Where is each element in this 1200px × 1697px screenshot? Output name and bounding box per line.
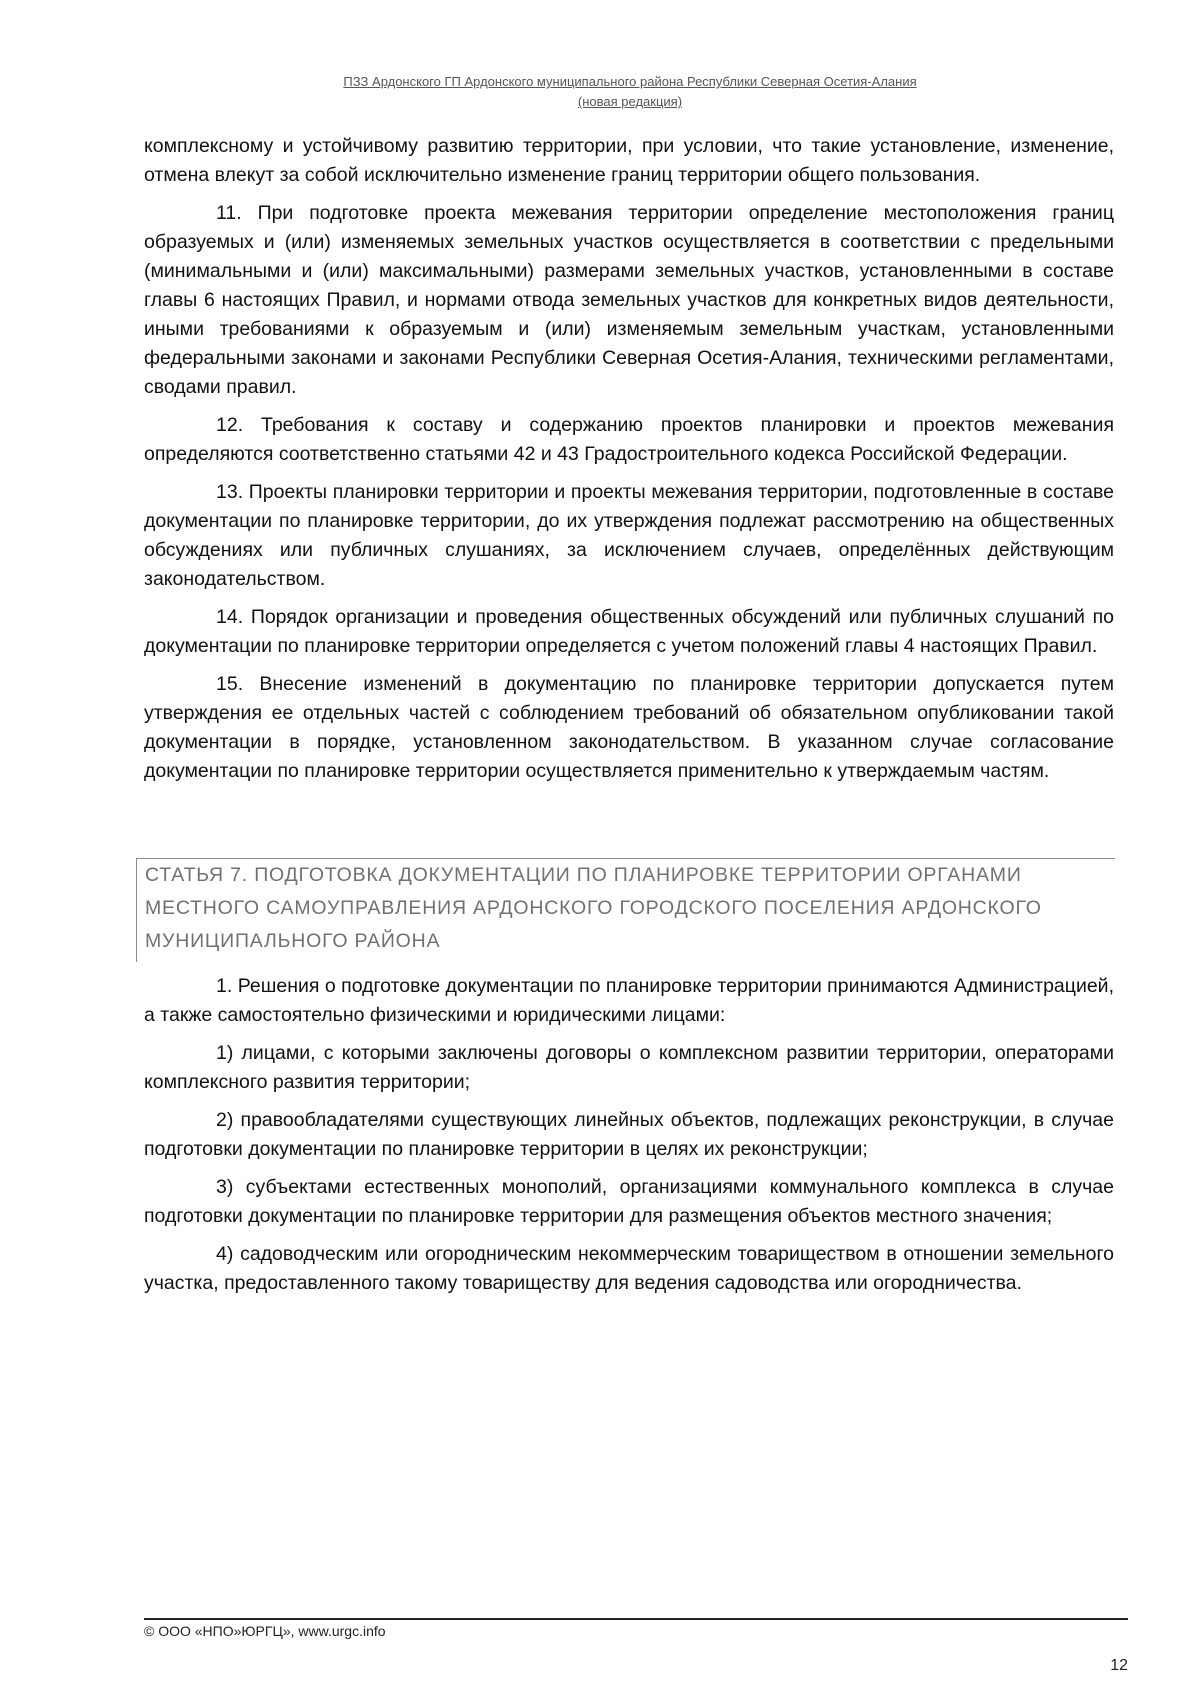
article-7-item-1: 1) лицами, с которыми заключены договоры о комплексном развитии территории, операторами комплексного развития территории; xyxy=(144,1042,1114,1093)
footer-copyright: © ООО «НПО»ЮРГЦ», www.urgc.info xyxy=(144,1623,386,1639)
article-7-item-4: 4) садоводческим или огородническим некоммерческим товариществом в отношении земельного участка, предоставленного такому товариществу для ведения садоводства или огородничества. xyxy=(144,1243,1114,1294)
article-7-paragraph-1: 1. Решения о подготовке документации по планировке территории принимаются Администрацией, а также самостоятельно физическими и юридическими лицами: xyxy=(144,975,1114,1026)
header-title: ПЗЗ Ардонского ГП Ардонского муниципального района Республики Северная Осетия-Алания xyxy=(343,74,917,89)
article-7-item-3: 3) субъектами естественных монополий, организациями коммунального комплекса в случае подготовки документации по планировке территории для размещения объектов местного значения; xyxy=(144,1176,1114,1227)
footer-divider xyxy=(144,1618,1128,1620)
paragraph-11: 11. При подготовке проекта межевания территории определение местоположения границ образуемых и (или) изменяемых земельных участков осуществляется в соответствии с предельными (минимальными и (или) максимальными) размерами земельных участков, установленными в составе главы 6 настоящих Правил, и нормами отвода земельных участков для конкретных видов деятельности, иными требованиями к образуемым и (или) изменяемым земельным участкам, установленными федеральными законами и законами Республики Северная Осетия-Алания, техническими регламентами, сводами правил. xyxy=(144,202,1114,398)
header-subtitle: (новая редакция) xyxy=(577,94,683,109)
page-header xyxy=(150,72,1110,112)
paragraph-15: 15. Внесение изменений в документацию по планировке территории допускается путем утверждения ее отдельных частей с соблюдением требований об обязательном опубликовании такой документации в порядке, установленном законодательством. В указанном случае согласование документации по планировке территории осуществляется применительно к утверждаемым частям. xyxy=(144,673,1114,782)
page-content xyxy=(144,132,1114,1307)
paragraph-12: 12. Требования к составу и содержанию проектов планировки и проектов межевания определяются соответственно статьями 42 и 43 Градостроительного кодекса Российской Федерации. xyxy=(144,414,1114,465)
paragraph-13: 13. Проекты планировки территории и проекты межевания территории, подготовленные в составе документации по планировке территории, до их утверждения подлежат рассмотрению на общественных обсуждениях или публичных слушаниях, за исключением случаев, определённых действующим законодательством. xyxy=(144,481,1114,590)
paragraph-continuation: комплексному и устойчивому развитию территории, при условии, что такие установление, изменение, отмена влекут за собой исключительно изменение границ территории общего пользования. xyxy=(144,135,1114,186)
article-7-heading: СТАТЬЯ 7. ПОДГОТОВКА ДОКУМЕНТАЦИИ ПО ПЛАНИРОВКЕ ТЕРРИТОРИИ ОРГАНАМИ МЕСТНОГО САМОУПРАВЛЕНИЯ АРДОНСКОГО ГОРОДСКОГО ПОСЕЛЕНИЯ АРДОНСКОГО МУНИЦИПАЛЬНОГО РАЙОНА xyxy=(136,858,1115,962)
page-number: 12 xyxy=(1110,1657,1128,1674)
paragraph-14: 14. Порядок организации и проведения общественных обсуждений или публичных слушаний по документации по планировке территории определяется с учетом положений главы 4 настоящих Правил. xyxy=(144,606,1114,657)
article-7-item-2: 2) правообладателями существующих линейных объектов, подлежащих реконструкции, в случае подготовки документации по планировке территории в целях их реконструкции; xyxy=(144,1109,1114,1160)
